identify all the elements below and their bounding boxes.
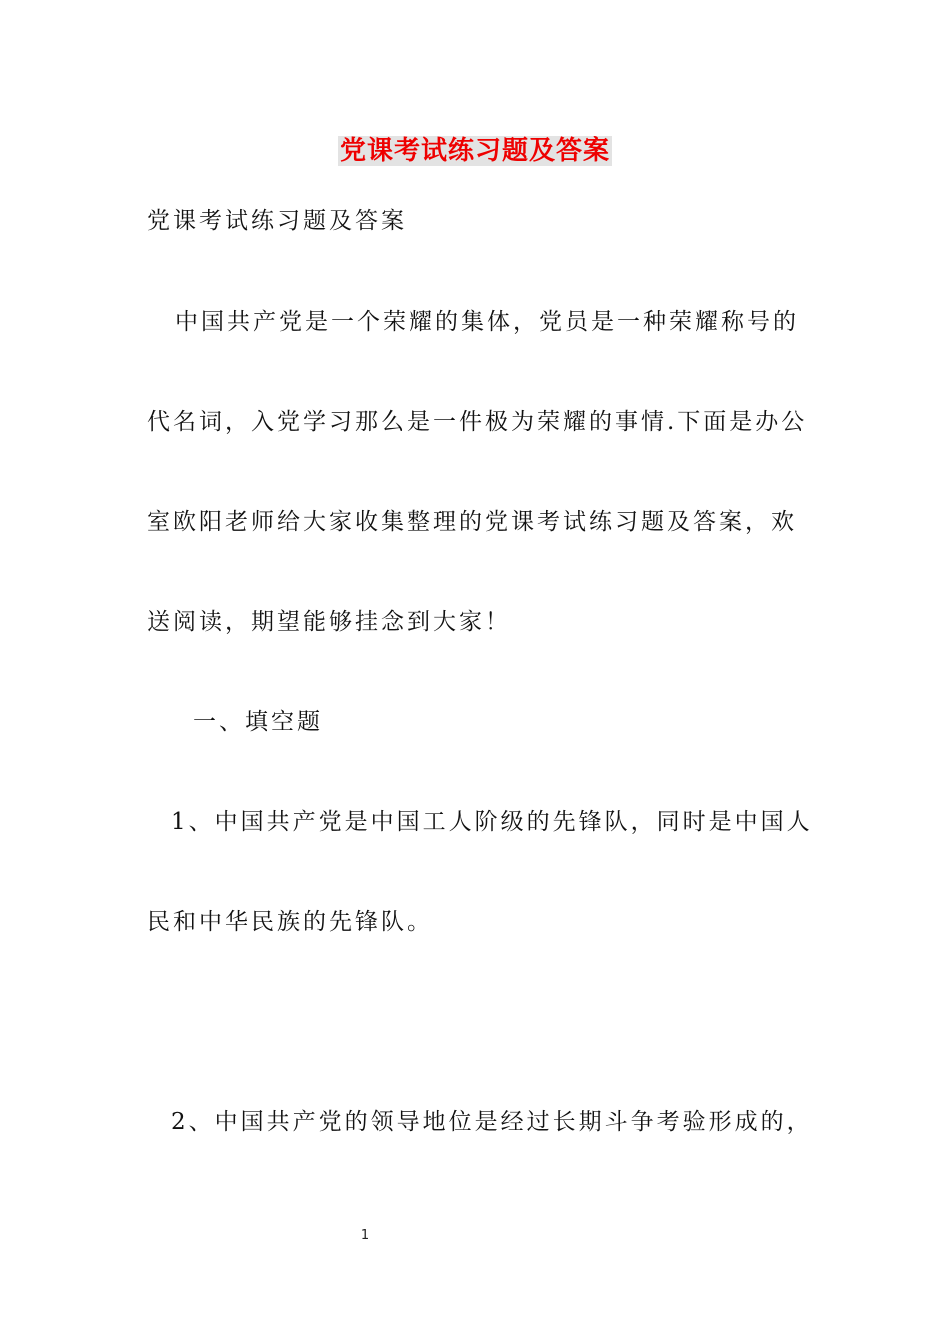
document-title — [0, 133, 950, 169]
question-line: 2、中国共产党的领导地位是经过长期斗争考验形成的， — [171, 1109, 813, 1135]
document-subtitle: 党课考试练习题及答案 — [147, 208, 407, 234]
paragraph-line: 代名词，入党学习那么是一件极为荣耀的事情.下面是办公 — [147, 409, 808, 435]
paragraph-line: 送阅读，期望能够挂念到大家！ — [147, 609, 511, 635]
paragraph-line: 中国共产党是一个荣耀的集体，党员是一种荣耀称号的 — [175, 309, 799, 335]
question-line: 民和中华民族的先锋队。 — [147, 909, 433, 935]
page-number: 1 — [360, 1228, 370, 1243]
section-heading: 一、填空题 — [193, 709, 323, 735]
question-line: 1、中国共产党是中国工人阶级的先锋队，同时是中国人 — [171, 809, 813, 835]
paragraph-line: 室欧阳老师给大家收集整理的党课考试练习题及答案，欢 — [147, 509, 797, 535]
document-title-text: 党课考试练习题及答案 — [339, 136, 610, 166]
